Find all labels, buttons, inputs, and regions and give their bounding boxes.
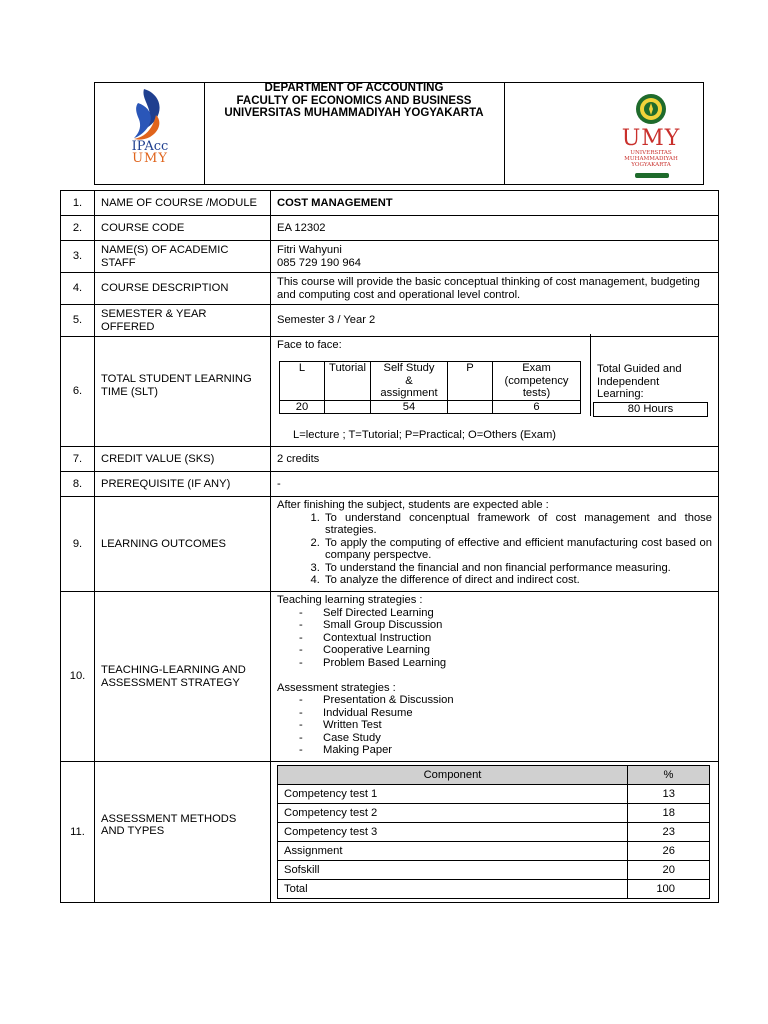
flame-emblem-icon <box>118 85 182 141</box>
outcomes-list <box>277 512 712 587</box>
field-label: LEARNING OUTCOMES <box>95 497 271 592</box>
department-line: DEPARTMENT OF ACCOUNTING <box>264 82 444 94</box>
list-item: - Small Group Discussion <box>299 619 443 631</box>
slt-header-row: L Tutorial Self Study & assignment P Exam (competency tests) <box>280 362 581 401</box>
table-row: 3. NAME(S) OF ACADEMIC STAFF Fitri Wahyuni 085 729 190 964 <box>61 241 719 273</box>
table-row: 9. LEARNING OUTCOMES After finishing the subject, students are expected able : 1. To understand concenptual framework of cost management and those strategies. 2. To apply the computing of effective and efficient manufacturing cost based on company perspectve. 3. To understand the financial and non financial performance measuring. 4. To analyze the difference of direct and indirect cost. <box>61 497 719 592</box>
document-header <box>94 82 704 185</box>
table-row: Assignment 26 <box>278 842 710 861</box>
course-info-table <box>60 190 719 903</box>
table-row: 1. NAME OF COURSE /MODULE COST MANAGEMENT <box>61 191 719 216</box>
field-label: COURSE DESCRIPTION <box>95 273 271 305</box>
total-learning-label: Total Guided and Independent Learning: <box>597 363 682 400</box>
list-item: - Presentation & Discussion <box>299 694 454 706</box>
table-header-row: Component % <box>278 766 710 785</box>
total-hours: 80 Hours <box>593 402 708 417</box>
credit-value: 2 credits <box>271 447 719 472</box>
face-to-face-label: Face to face: <box>277 339 342 351</box>
list-item: - Self Directed Learning <box>299 606 434 619</box>
umy-subtitle: UNIVERSITAS MUHAMMADIYAH YOGYAKARTA <box>624 150 678 169</box>
table-row: 2. COURSE CODE EA 12302 <box>61 216 719 241</box>
department-title <box>204 82 504 120</box>
assessment-table <box>277 765 710 899</box>
slt-divider <box>590 334 591 416</box>
table-row: Sofskill 20 <box>278 861 710 880</box>
field-label: SEMESTER & YEAR OFFERED <box>95 305 271 337</box>
field-label: COURSE CODE <box>95 216 271 241</box>
table-row: Total 100 <box>278 880 710 899</box>
academic-staff: Fitri Wahyuni 085 729 190 964 <box>271 241 719 273</box>
umy-logo: UMY UNIVERSITAS MUHAMMADIYAH YOGYAKARTA <box>608 92 694 178</box>
teaching-list <box>277 607 712 670</box>
list-item: 2. To apply the computing of effective and efficient manufacturing cost based on company perspectve. <box>323 537 712 562</box>
list-item: - Making Paper <box>299 744 393 756</box>
ipacc-umy-logo: IPAcc UMY <box>118 85 182 167</box>
table-row: 10. TEACHING-LEARNING AND ASSESSMENT STRATEGY Teaching learning strategies : - Self Directed Learning - Small Group Discussion - Contextual Instruction - Cooperative Learning - Problem Based Learning Assessment strategies : - Presentation & Discussion - Indvidual Resume - Written Test - Case Study - Making Paper <box>61 592 719 762</box>
slt-values-row: 20 54 6 <box>280 400 581 414</box>
table-row: 7. CREDIT VALUE (SKS) 2 credits <box>61 447 719 472</box>
table-row: Competency test 3 23 <box>278 823 710 842</box>
list-item: 3. To understand the financial and non financial performance measuring. <box>323 562 712 575</box>
table-row: Competency test 2 18 <box>278 804 710 823</box>
assessment-methods <box>271 762 719 903</box>
course-description: This course will provide the basic conceptual thinking of cost management, budgeting and computing cost and operational level control. <box>271 273 719 305</box>
list-item: - Written Test <box>299 719 382 731</box>
teaching-strategy: Teaching learning strategies : - Self Directed Learning - Small Group Discussion - Contextual Instruction - Cooperative Learning - Problem Based Learning Assessment strategies : - Presentation & Discussion - Indvidual Resume - Written Test - Case Study - Making Paper <box>271 592 719 762</box>
table-row: 8. PREREQUISITE (IF ANY) - <box>61 472 719 497</box>
field-label: TOTAL STUDENT LEARNING TIME (SLT) <box>95 337 271 447</box>
umy-seal-icon <box>608 92 694 128</box>
list-item: - Cooperative Learning <box>299 644 430 656</box>
slt-breakdown-table <box>279 361 581 414</box>
list-item: - Problem Based Learning <box>299 656 447 669</box>
table-row: 11. ASSESSMENT METHODS AND TYPES Component % Competency test 1 13 Competency test 2 18 Competency test 3 23 Assignment 26 Sofskill 20 Total 100 <box>61 762 719 903</box>
table-row: Competency test 1 13 <box>278 785 710 804</box>
slt-cell <box>271 337 719 447</box>
field-label: ASSESSMENT METHODS AND TYPES <box>95 762 271 903</box>
prerequisite: - <box>271 472 719 497</box>
university-line: UNIVERSITAS MUHAMMADIYAH YOGYAKARTA <box>224 107 484 119</box>
list-item: 4. To analyze the difference of direct and indirect cost. <box>323 574 712 587</box>
list-item: - Case Study <box>299 731 381 744</box>
table-row: 6. TOTAL STUDENT LEARNING TIME (SLT) Face to face: L Tutorial Self Study & assignment P Exam (competency tests) 20 54 6 L=lecture ; T=Tutorial; P=Practical; O=Others (Exam) Total Guided and Independent Learning: 80 Hours <box>61 337 719 447</box>
table-row: 4. COURSE DESCRIPTION This course will provide the basic conceptual thinking of cost management, budgeting and computing cost and operational level control. <box>61 273 719 305</box>
umy-tagline-bar <box>635 173 669 178</box>
field-label: PREREQUISITE (IF ANY) <box>95 472 271 497</box>
course-name: COST MANAGEMENT <box>271 191 719 216</box>
course-code: EA 12302 <box>271 216 719 241</box>
faculty-line: FACULTY OF ECONOMICS AND BUSINESS <box>236 94 472 107</box>
slt-legend: L=lecture ; T=Tutorial; P=Practical; O=Others (Exam) <box>293 429 557 441</box>
learning-outcomes: After finishing the subject, students are expected able : 1. To understand concenptual framework of cost management and those strategies. 2. To apply the computing of effective and efficient manufacturing cost based on company perspectve. 3. To understand the financial and non financial performance measuring. 4. To analyze the difference of direct and indirect cost. <box>271 497 719 592</box>
list-item: - Contextual Instruction <box>299 631 432 644</box>
field-label: TEACHING-LEARNING AND ASSESSMENT STRATEGY <box>95 592 271 762</box>
assessment-list <box>277 694 712 757</box>
field-label: NAME OF COURSE /MODULE <box>95 191 271 216</box>
table-row: 5. SEMESTER & YEAR OFFERED Semester 3 / Year 2 <box>61 305 719 337</box>
list-item: - Indvidual Resume <box>299 706 413 719</box>
field-label: CREDIT VALUE (SKS) <box>95 447 271 472</box>
field-label: NAME(S) OF ACADEMIC STAFF <box>95 241 271 273</box>
list-item: 1. To understand concenptual framework of cost management and those strategies. <box>323 512 712 537</box>
semester-offered: Semester 3 / Year 2 <box>271 305 719 337</box>
